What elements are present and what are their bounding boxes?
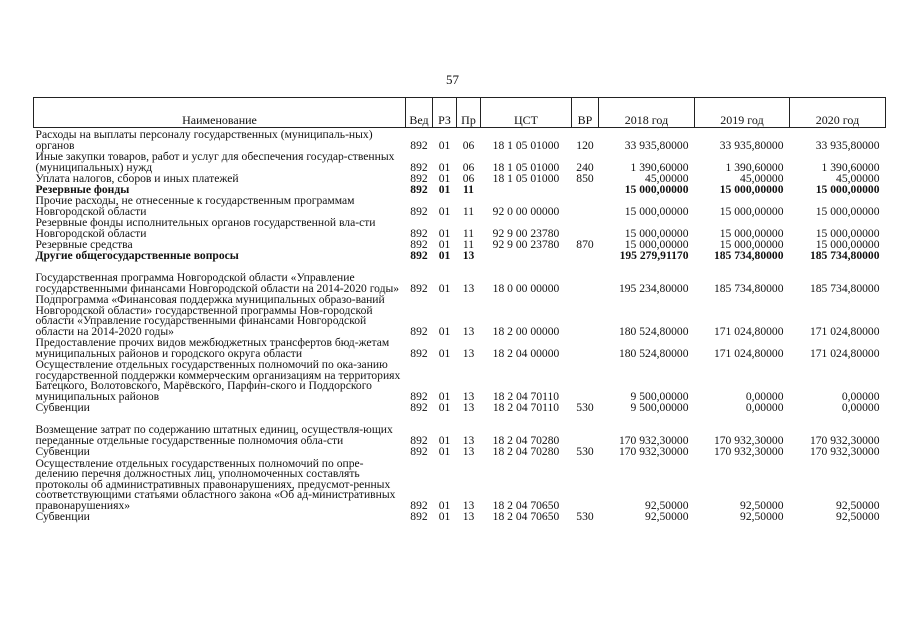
cell-2020: 170 932,30000	[809, 444, 880, 458]
cell-2018: 180 524,80000	[618, 346, 689, 360]
cell-vr	[572, 261, 599, 294]
cell-2018: 170 932,30000	[618, 444, 689, 458]
cell-ved: 892	[410, 389, 428, 403]
cell-pr: 13	[462, 400, 475, 414]
cell-2018: 92,50000	[645, 509, 689, 523]
cell-2018: 170 932,30000	[618, 433, 689, 447]
cell-2019: 171 024,80000	[713, 346, 784, 360]
cell-vr	[572, 413, 599, 446]
column-header-name: Наименование	[34, 98, 406, 128]
cell-ved: 892	[410, 204, 428, 218]
cell-pr: 11	[462, 204, 475, 218]
cell-2019: 33 935,80000	[719, 138, 784, 152]
cell-vr	[572, 195, 599, 217]
cell-name: Другие общегосударственные вопросы	[35, 248, 239, 262]
cell-2020: 170 932,30000	[809, 433, 880, 447]
cell-2019: 0,00000	[745, 389, 784, 403]
cell-cst: 18 1 05 01000	[492, 171, 560, 185]
cell-2019: 171 024,80000	[713, 324, 784, 338]
table-row	[34, 195, 886, 217]
cell-name: Возмещение затрат по содержанию штатных единиц, осуществля-ющих переданные отдельные государственные полномочия обла-сти	[35, 423, 393, 447]
cell-rz: 01	[438, 444, 451, 458]
cell-2018: 92,50000	[645, 498, 689, 512]
table-row	[34, 413, 886, 446]
cell-ved: 892	[410, 498, 428, 512]
cell-2020: 33 935,80000	[815, 138, 880, 152]
cell-vr: 850	[576, 171, 594, 185]
cell-2019: 15 000,00000	[719, 182, 784, 196]
cell-2018: 9 500,00000	[630, 400, 689, 414]
cell-rz: 01	[438, 171, 451, 185]
cell-2020: 45,00000	[836, 171, 880, 185]
cell-cst: 18 0 00 00000	[492, 281, 560, 295]
cell-pr: 06	[462, 160, 475, 174]
column-header-2018: 2018 год	[599, 98, 695, 128]
cell-ved: 892	[410, 444, 428, 458]
cell-ved: 892	[410, 182, 428, 196]
cell-vr	[572, 217, 599, 239]
cell-ved: 892	[410, 509, 428, 523]
table-row	[34, 261, 886, 294]
column-header-2019: 2019 год	[695, 98, 790, 128]
cell-name: Подпрограмма «Финансовая поддержка муниципальных образо-ваний Новгородской области» государственной программы Нов-городской области «Управление государственными финансами Новгородской области на 2014-2020 годы»	[35, 293, 385, 338]
cell-vr: 240	[576, 160, 594, 174]
cell-cst: 18 2 04 70110	[492, 400, 560, 414]
cell-2020: 92,50000	[836, 498, 880, 512]
cell-2019: 15 000,00000	[719, 226, 784, 240]
cell-2019: 45,00000	[740, 171, 784, 185]
cell-2019: 170 932,30000	[713, 444, 784, 458]
cell-pr: 13	[462, 281, 475, 295]
cell-cst: 18 2 04 00000	[492, 346, 560, 360]
cell-rz: 01	[438, 182, 451, 196]
cell-vr: 530	[576, 400, 594, 414]
cell-name: Расходы на выплаты персоналу государственных (муниципаль-ных) органов	[35, 128, 373, 152]
cell-rz: 01	[438, 138, 451, 152]
cell-ved: 892	[410, 237, 428, 251]
cell-2018: 45,00000	[645, 171, 689, 185]
cell-rz: 01	[438, 509, 451, 523]
cell-2018: 195 279,91170	[619, 248, 689, 262]
cell-2019: 1 390,60000	[725, 160, 784, 174]
column-header-rz: РЗ	[433, 98, 457, 128]
column-header-pr: Пр	[457, 98, 481, 128]
cell-2018: 1 390,60000	[630, 160, 689, 174]
cell-2018: 15 000,00000	[624, 237, 689, 251]
cell-pr: 13	[462, 498, 475, 512]
cell-vr	[572, 457, 599, 511]
cell-pr: 11	[462, 226, 475, 240]
cell-2018: 33 935,80000	[624, 138, 689, 152]
cell-name: Уплата налогов, сборов и иных платежей	[35, 171, 239, 185]
cell-name: Субвенции	[35, 444, 90, 458]
cell-vr: 120	[576, 138, 594, 152]
cell-2019: 170 932,30000	[713, 433, 784, 447]
cell-2020: 0,00000	[841, 389, 880, 403]
cell-ved: 892	[410, 171, 428, 185]
cell-cst: 18 2 04 70280	[492, 444, 560, 458]
cell-vr	[572, 184, 599, 195]
cell-vr	[572, 250, 599, 261]
cell-2020: 185 734,80000	[809, 281, 880, 295]
cell-2018: 15 000,00000	[624, 204, 689, 218]
table-header-row	[34, 98, 886, 128]
cell-cst: 92 0 00 00000	[492, 204, 560, 218]
cell-pr: 13	[462, 433, 475, 447]
cell-rz: 01	[438, 346, 451, 360]
cell-name: Резервные фонды исполнительных органов государственной вла-сти Новгородской области	[35, 216, 376, 240]
cell-name: Предоставление прочих видов межбюджетных трансфертов бюд-жетам муниципальных районов и городского округа области	[35, 336, 390, 360]
column-header-cst: ЦСТ	[481, 98, 572, 128]
table-row	[34, 457, 886, 511]
budget-table	[33, 97, 886, 522]
cell-2018: 180 524,80000	[618, 324, 689, 338]
cell-2019: 15 000,00000	[719, 204, 784, 218]
cell-pr: 13	[462, 248, 475, 262]
cell-rz: 01	[438, 400, 451, 414]
table-row	[34, 402, 886, 413]
cell-pr: 13	[462, 389, 475, 403]
cell-rz: 01	[438, 160, 451, 174]
cell-rz: 01	[438, 226, 451, 240]
cell-pr: 13	[462, 444, 475, 458]
cell-ved: 892	[410, 138, 428, 152]
cell-2020: 92,50000	[836, 509, 880, 523]
cell-pr: 06	[462, 171, 475, 185]
cell-2018: 9 500,00000	[630, 389, 689, 403]
table-row	[34, 446, 886, 457]
cell-2018: 15 000,00000	[624, 182, 689, 196]
cell-rz: 01	[438, 433, 451, 447]
cell-rz: 01	[438, 248, 451, 262]
cell-rz: 01	[438, 324, 451, 338]
cell-ved: 892	[410, 346, 428, 360]
cell-2020: 185 734,80000	[809, 248, 880, 262]
cell-cst	[481, 184, 572, 195]
cell-ved: 892	[410, 248, 428, 262]
cell-pr: 11	[463, 182, 474, 196]
column-header-2020: 2020 год	[790, 98, 886, 128]
cell-ved: 892	[410, 226, 428, 240]
cell-vr	[572, 337, 599, 359]
cell-2020: 0,00000	[841, 400, 880, 414]
cell-cst: 18 2 04 70280	[492, 433, 560, 447]
page-number: 57	[446, 72, 459, 87]
cell-2019: 185 734,80000	[713, 281, 784, 295]
cell-name: Иные закупки товаров, работ и услуг для обеспечения государ-ственных (муниципальных) нужд	[35, 150, 395, 174]
cell-2019: 92,50000	[740, 509, 784, 523]
cell-name: Прочие расходы, не отнесенные к государственным программам Новгородской области	[35, 194, 355, 218]
cell-2018: 15 000,00000	[624, 226, 689, 240]
cell-vr: 530	[576, 444, 594, 458]
table-row	[34, 250, 886, 261]
table-row	[34, 217, 886, 239]
cell-name: Государственная программа Новгородской области «Управление государственными финансами Новгородской области на 2014-2020 годы»	[35, 271, 400, 295]
table-row	[34, 128, 886, 152]
cell-rz: 01	[438, 389, 451, 403]
cell-cst: 18 1 05 01000	[492, 160, 560, 174]
table-row	[34, 511, 886, 522]
cell-name: Субвенции	[35, 400, 90, 414]
cell-name: Субвенции	[35, 509, 90, 523]
cell-2020: 15 000,00000	[815, 182, 880, 196]
table-row	[34, 337, 886, 359]
cell-cst: 18 1 05 01000	[492, 138, 560, 152]
cell-ved: 892	[410, 281, 428, 295]
cell-ved: 892	[410, 433, 428, 447]
cell-name: Осуществление отдельных государственных полномочий по ока-занию государственной поддержки коммерческим организациям на территориях Батецкого, Волотовского, Марёвского, Парфин-ского и Поддорского муниципальных районов	[35, 358, 401, 403]
cell-ved: 892	[410, 400, 428, 414]
cell-2020: 1 390,60000	[821, 160, 880, 174]
cell-vr: 870	[576, 237, 594, 251]
cell-vr: 530	[576, 509, 594, 523]
cell-ved: 892	[410, 160, 428, 174]
cell-cst: 18 2 00 00000	[492, 324, 560, 338]
cell-name: Резервные средства	[35, 237, 133, 251]
cell-name: Осуществление отдельных государственных полномочий по опре-делению перечня должностных лиц, уполномоченных составлять протоколы об административных правонарушениях, предусмот-ренных соответствующими статьями областного закона «Об ад-министративных правонарушениях»	[35, 456, 396, 512]
column-header-ved: Вед	[406, 98, 433, 128]
cell-rz: 01	[438, 237, 451, 251]
cell-cst: 92 9 00 23780	[492, 226, 560, 240]
cell-rz: 01	[438, 281, 451, 295]
cell-2019: 15 000,00000	[719, 237, 784, 251]
cell-name: Резервные фонды	[35, 182, 130, 196]
cell-2020: 15 000,00000	[815, 226, 880, 240]
cell-cst: 18 2 04 70110	[492, 389, 560, 403]
cell-2020: 15 000,00000	[815, 204, 880, 218]
cell-pr: 11	[462, 237, 475, 251]
cell-2020: 171 024,80000	[809, 346, 880, 360]
cell-cst: 92 9 00 23780	[492, 237, 560, 251]
column-header-vr: ВР	[572, 98, 599, 128]
cell-cst	[481, 250, 572, 261]
cell-ved: 892	[410, 324, 428, 338]
cell-2019: 0,00000	[745, 400, 784, 414]
cell-2020: 171 024,80000	[809, 324, 880, 338]
cell-pr: 06	[462, 138, 475, 152]
cell-vr	[572, 294, 599, 337]
table-row	[34, 359, 886, 402]
cell-pr: 13	[462, 509, 475, 523]
table-row	[34, 151, 886, 173]
cell-vr	[572, 359, 599, 402]
cell-2018: 195 234,80000	[618, 281, 689, 295]
cell-2019: 185 734,80000	[713, 248, 784, 262]
table-row	[34, 294, 886, 337]
cell-cst: 18 2 04 70650	[492, 509, 560, 523]
cell-2020: 15 000,00000	[815, 237, 880, 251]
cell-cst: 18 2 04 70650	[492, 498, 560, 512]
cell-pr: 13	[462, 324, 475, 338]
cell-rz: 01	[438, 204, 451, 218]
cell-pr: 13	[462, 346, 475, 360]
cell-2019: 92,50000	[740, 498, 784, 512]
cell-rz: 01	[438, 498, 451, 512]
